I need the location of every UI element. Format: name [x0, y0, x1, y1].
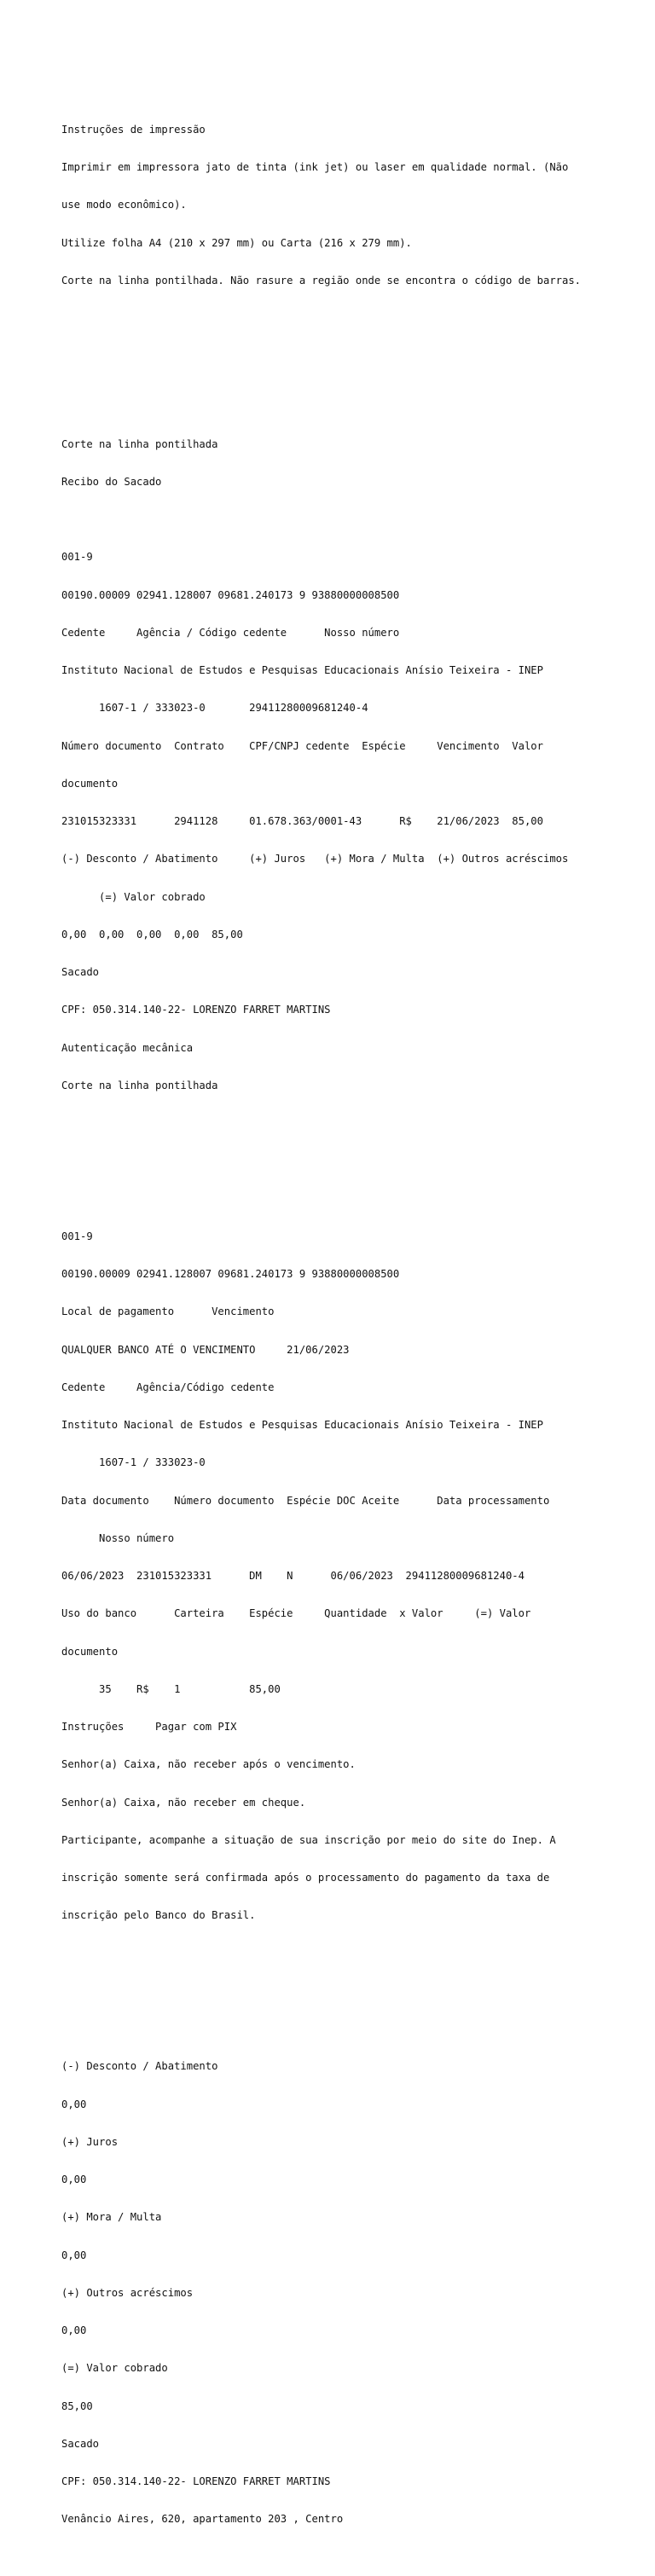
cut-line-label: Corte na linha pontilhada — [61, 437, 218, 450]
text-line: 85,00 — [61, 2399, 93, 2412]
text-line: documento — [61, 777, 119, 790]
text-line: inscrição somente será confirmada após o processamento do pagamento da taxa de — [61, 1872, 550, 1884]
text-line: 0,00 — [61, 2174, 87, 2185]
spacer — [61, 1985, 607, 1998]
text-line: Local de pagamento Vencimento — [61, 1305, 275, 1318]
text-line: Nosso número — [61, 1531, 175, 1544]
receipt-section — [61, 413, 607, 1117]
digitable-line: 00190.00009 02941.128007 09681.240173 9 93880000008500 — [61, 1268, 400, 1280]
text-line: inscrição pelo Banco do Brasil. — [61, 1909, 256, 1922]
bank-code: 001-9 — [61, 1230, 93, 1242]
boleto-document — [61, 61, 607, 2576]
text-line: Instituto Nacional de Estudos e Pesquisas Educacionais Anísio Teixeira - INEP — [61, 664, 543, 676]
text-line: (-) Desconto / Abatimento (+) Juros (+) Mora / Multa (+) Outros acréscimos — [61, 853, 569, 865]
payer-address: Venâncio Aires, 620, apartamento 203 , Centro — [61, 2513, 344, 2526]
text-line: 231015323331 2941128 01.678.363/0001-43 R$ 21/06/2023 85,00 — [61, 815, 543, 827]
text-line: Sacado — [61, 966, 100, 978]
text-line: 1607-1 / 333023-0 — [61, 1456, 206, 1469]
text-line: Utilize folha A4 (210 x 297 mm) ou Carta (216 x 279 mm). — [61, 236, 412, 249]
text-line: Corte na linha pontilhada. Não rasure a região onde se encontra o código de barras. — [61, 274, 582, 287]
text-line: documento — [61, 1645, 119, 1658]
text-line: Instruções Pagar com PIX — [61, 1721, 237, 1733]
text-line: Número documento Contrato CPF/CNPJ cedente Espécie Vencimento Valor — [61, 739, 543, 752]
text-line: Imprimir em impressora jato de tinta (ink jet) ou laser em qualidade normal. (Não — [61, 161, 569, 173]
text-line: (=) Valor cobrado — [61, 2362, 168, 2375]
digitable-line: 00190.00009 02941.128007 09681.240173 9 93880000008500 — [61, 588, 400, 601]
text-line: Sacado — [61, 2437, 100, 2450]
text-line: 06/06/2023 231015323331 DM N 06/06/2023 29411280009681240-4 — [61, 1570, 525, 1582]
text-line: Cedente Agência/Código cedente — [61, 1381, 275, 1393]
text-line: 0,00 0,00 0,00 0,00 85,00 — [61, 928, 243, 941]
totals-section — [61, 2035, 607, 2551]
text-line: Data documento Número documento Espécie DOC Aceite Data processamento — [61, 1494, 550, 1507]
cut-line-label: Corte na linha pontilhada — [61, 1079, 218, 1091]
text-line: (=) Valor cobrado — [61, 890, 206, 903]
text-line: 0,00 — [61, 2098, 87, 2110]
text-line: QUALQUER BANCO ATÉ O VENCIMENTO 21/06/2023 — [61, 1343, 350, 1356]
print-instructions-heading: Instruções de impressão — [61, 123, 206, 136]
text-line: 0,00 — [61, 2324, 87, 2336]
text-line: Senhor(a) Caixa, não receber após o vencimento. — [61, 1758, 356, 1771]
text-line: (+) Juros — [61, 2135, 119, 2148]
text-line: 35 R$ 1 85,00 — [61, 1682, 281, 1695]
payment-slip-section — [61, 1205, 607, 1947]
print-instructions-section — [61, 98, 607, 312]
payer-cpf: CPF: 050.314.140-22- LORENZO FARRET MARTINS — [61, 2475, 331, 2487]
text-line: Instituto Nacional de Estudos e Pesquisas Educacionais Anísio Teixeira - INEP — [61, 1419, 543, 1431]
text-line: (-) Desconto / Abatimento — [61, 2060, 218, 2073]
bank-code: 001-9 — [61, 551, 93, 564]
spacer — [61, 350, 607, 375]
text-line: 1607-1 / 333023-0 29411280009681240-4 — [61, 702, 368, 715]
text-line: Participante, acompanhe a situação de sua inscrição por meio do site do Inep. A — [61, 1833, 556, 1846]
text-line: Uso do banco Carteira Espécie Quantidade x Valor (=) Valor — [61, 1607, 531, 1620]
text-line: Autenticação mecânica — [61, 1041, 194, 1054]
receipt-title: Recibo do Sacado — [61, 475, 162, 488]
text-line: (+) Outros acréscimos — [61, 2286, 194, 2299]
spacer — [61, 1155, 607, 1167]
text-line: (+) Mora / Multa — [61, 2211, 162, 2224]
text-line: Senhor(a) Caixa, não receber em cheque. — [61, 1796, 306, 1809]
text-line: use modo econômico). — [61, 199, 187, 211]
text-line: Cedente Agência / Código cedente Nosso número — [61, 626, 400, 639]
payer-cpf: CPF: 050.314.140-22- LORENZO FARRET MARTINS — [61, 1004, 331, 1016]
text-line: 0,00 — [61, 2249, 87, 2261]
text-line — [61, 513, 607, 526]
